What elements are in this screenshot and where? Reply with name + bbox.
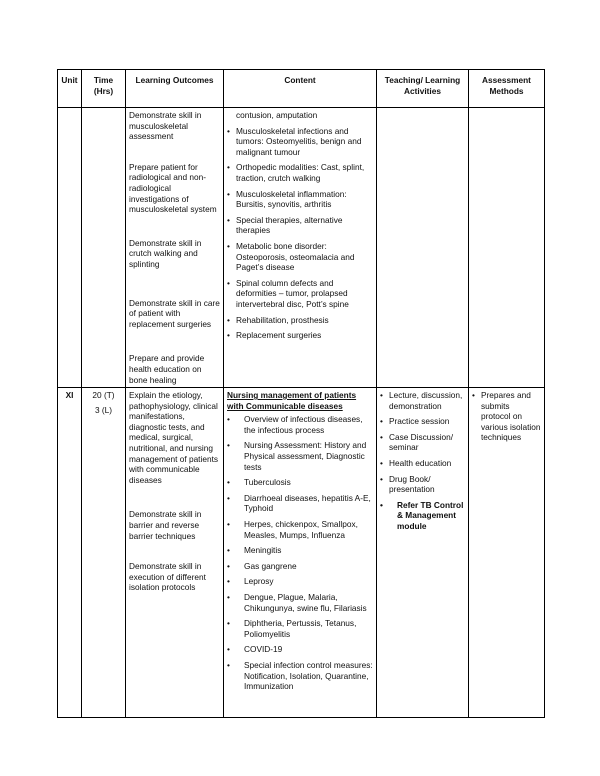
row2-outcomes-cell [126,388,224,718]
header-assessment: Assessment Methods [469,70,545,108]
row2-time-cell [82,388,126,718]
list-item: • Drug Book/ presentation [380,474,465,495]
row2-activities-cell [377,388,469,718]
row1-activities-cell [377,108,469,388]
header-content: Content [224,70,377,108]
header-outcomes: Learning Outcomes [126,70,224,108]
row1-content-list [227,126,373,341]
list-item: • Musculoskeletal infections and tumors: Osteomyelitis, benign and malignant tumour [227,126,373,158]
header-time: Time (Hrs) [82,70,126,108]
content-heading: Nursing management of patients with Communicable diseases [227,390,357,411]
list-item: • Health education [380,458,465,469]
list-item: • Prepares and submits protocol on various isolation techniques [472,390,541,443]
row1-outcomes-cell [126,108,224,388]
list-item: • Metabolic bone disorder: Osteoporosis, osteomalacia and Paget’s disease [227,241,373,273]
time-lab: 3 (L) [94,404,113,415]
list-item: • Musculoskeletal inflammation: Bursitis, synovitis, arthritis [227,189,373,210]
row2-content-cell [224,388,377,718]
list-item: • Replacement surgeries [227,330,373,341]
outcome: Demonstrate skill in execution of different isolation protocols [129,561,206,593]
list-item: • COVID-19 [227,644,373,655]
row2-content-list [227,414,373,691]
list-item: • Overview of infectious diseases, the infectious process [227,414,373,435]
row2-activities-list [380,390,465,532]
outcome: Prepare and provide health education on bone healing [129,353,205,385]
outcome: Demonstrate skill in musculoskeletal assessment [129,110,202,142]
list-item: • Herpes, chickenpox, Smallpox, Measles, Mumps, Influenza [227,519,373,540]
content-lead: contusion, amputation [236,110,318,120]
list-item: • Leprosy [227,576,373,587]
list-item: • Nursing Assessment: History and Physical assessment, Diagnostic tests [227,440,373,472]
row1-content-cell [224,108,377,388]
table-row [58,388,545,718]
list-item: • Special infection control measures: Notification, Isolation, Quarantine, Immunization [227,660,373,692]
header-activities: Teaching/ Learning Activities [377,70,469,108]
header-row [58,70,545,108]
row2-unit-cell: XI [58,388,82,718]
header-unit: Unit [58,70,82,108]
list-item: • Diarrhoeal diseases, hepatitis A-E, Typhoid [227,493,373,514]
row1-assessment-cell [469,108,545,388]
outcome: Explain the etiology, pathophysiology, clinical manifestations, diagnostic tests, and medical, surgical, nutritional, and nursing management of patients with communicable diseases [129,390,219,485]
outcome: Demonstrate skill in crutch walking and splinting [129,237,202,269]
list-item: • Meningitis [227,545,373,556]
row1-time-cell [82,108,126,388]
list-item: • Lecture, discussion, demonstration [380,390,465,411]
list-item: • Rehabilitation, prosthesis [227,315,373,326]
curriculum-table [57,69,545,718]
row2-assessment-cell [469,388,545,718]
list-item: • Diphtheria, Pertussis, Tetanus, Poliomyelitis [227,618,373,639]
list-item: • Orthopedic modalities: Cast, splint, traction, crutch walking [227,162,373,183]
list-item: • Special therapies, alternative therapies [227,215,373,236]
list-item: • Tuberculosis [227,477,373,488]
row1-unit-cell [58,108,82,388]
outcome: Prepare patient for radiological and non-radiological investigations of musculoskeletal system [129,161,217,215]
list-item: • Dengue, Plague, Malaria, Chikungunya, swine flu, Filariasis [227,592,373,613]
table-row [58,108,545,388]
list-item: • Refer TB Control & Management module [380,500,465,532]
outcome: Demonstrate skill in care of patient with replacement surgeries [129,297,220,329]
outcome: Demonstrate skill in barrier and reverse barrier techniques [129,509,202,541]
list-item: • Gas gangrene [227,561,373,572]
list-item: • Spinal column defects and deformities – tumor, prolapsed intervertebral disc, Pott’s spine [227,278,373,310]
list-item: • Practice session [380,416,465,427]
list-item: • Case Discussion/ seminar [380,432,465,453]
row2-assessment-list [472,390,541,443]
time-theory: 20 (T) [92,390,115,401]
